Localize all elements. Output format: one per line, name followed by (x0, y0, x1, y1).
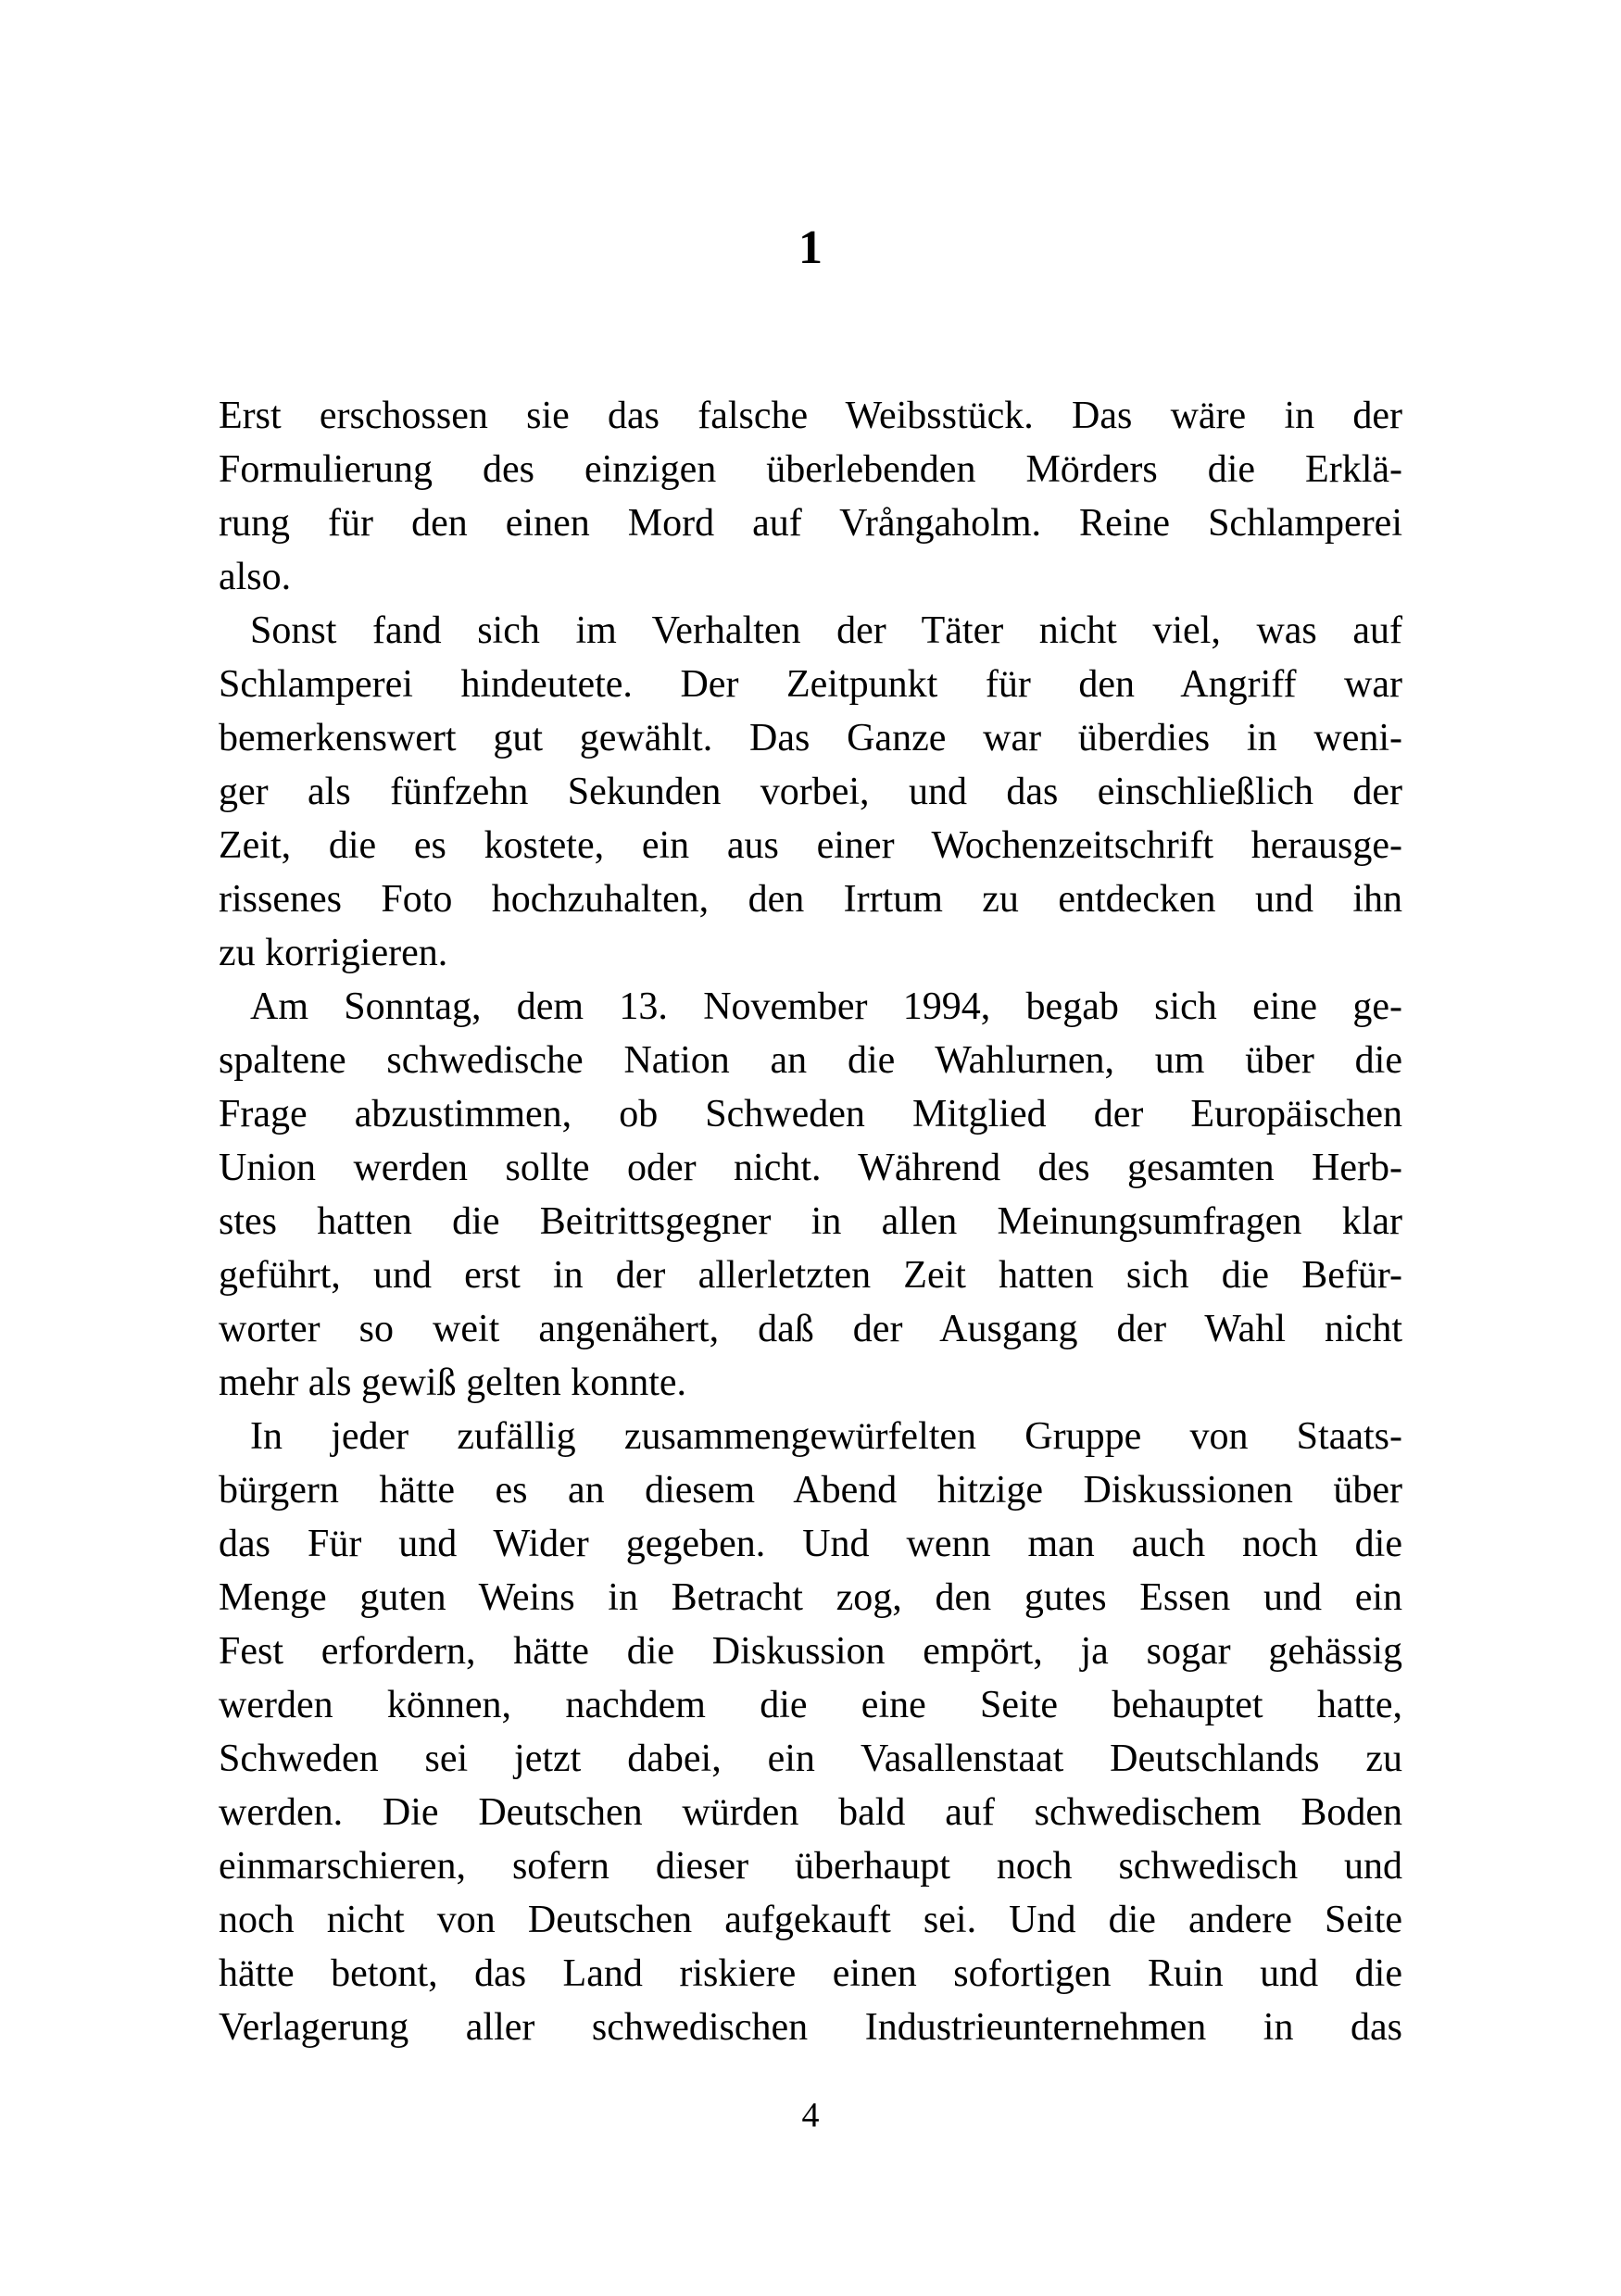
text-line: rung für den einen Mord auf Vrångaholm. Reine Schlamperei (219, 502, 1402, 545)
text-line: stes hatten die Beitrittsgegner in allen Meinungsumfragen klar (219, 1200, 1402, 1243)
text-line: noch nicht von Deutschen aufgekauft sei. Und die andere Seite (219, 1899, 1402, 1941)
text-line: Am Sonntag, dem 13. November 1994, begab sich eine ge- (250, 985, 1402, 1028)
body-text (219, 389, 1402, 2054)
text-line: Frage abzustimmen, ob Schweden Mitglied der Europäischen (219, 1093, 1402, 1135)
text-line: mehr als gewiß gelten konnte. (219, 1361, 687, 1404)
text-line: Erst erschossen sie das falsche Weibsstück. Das wäre in der (219, 395, 1402, 437)
text-line: Sonst fand sich im Verhalten der Täter nicht viel, was auf (250, 609, 1402, 652)
text-line: werden können, nachdem die eine Seite behauptet hatte, (219, 1684, 1402, 1726)
text-line: Schlamperei hindeutete. Der Zeitpunkt für den Angriff war (219, 663, 1402, 706)
text-line: ger als fünfzehn Sekunden vorbei, und das einschließlich der (219, 771, 1402, 813)
text-line: bemerkenswert gut gewählt. Das Ganze war überdies in weni- (219, 717, 1402, 759)
text-line: zu korrigieren. (219, 932, 448, 974)
text-line: Schweden sei jetzt dabei, ein Vasallenstaat Deutschlands zu (219, 1738, 1402, 1780)
text-line: Union werden sollte oder nicht. Während des gesamten Herb- (219, 1147, 1402, 1189)
text-line: das Für und Wider gegeben. Und wenn man auch noch die (219, 1523, 1402, 1565)
text-line: Zeit, die es kostete, ein aus einer Wochenzeitschrift herausge- (219, 824, 1402, 867)
text-line: In jeder zufällig zusammengewürfelten Gruppe von Staats- (250, 1415, 1402, 1458)
chapter-number: 1 (798, 221, 823, 274)
page-number: 4 (801, 2096, 820, 2135)
text-line: Formulierung des einzigen überlebenden Mörders die Erklä- (219, 448, 1402, 491)
text-line: einmarschieren, sofern dieser überhaupt noch schwedisch und (219, 1845, 1402, 1888)
text-line: werden. Die Deutschen würden bald auf schwedischem Boden (219, 1791, 1402, 1834)
text-line: Verlagerung aller schwedischen Industrieunternehmen in das (219, 2006, 1402, 2049)
text-line: also. (219, 556, 292, 598)
text-line: worter so weit angenähert, daß der Ausgang der Wahl nicht (219, 1308, 1402, 1350)
text-line: spaltene schwedische Nation an die Wahlurnen, um über die (219, 1039, 1402, 1082)
text-line: bürgern hätte es an diesem Abend hitzige Diskussionen über (219, 1469, 1402, 1512)
text-line: rissenes Foto hochzuhalten, den Irrtum zu entdecken und ihn (219, 878, 1402, 921)
text-line: Fest erfordern, hätte die Diskussion empört, ja sogar gehässig (219, 1630, 1402, 1673)
text-line: Menge guten Weins in Betracht zog, den gutes Essen und ein (219, 1576, 1402, 1619)
text-line: geführt, und erst in der allerletzten Zeit hatten sich die Befür- (219, 1254, 1402, 1297)
text-line: hätte betont, das Land riskiere einen sofortigen Ruin und die (219, 1952, 1402, 1995)
